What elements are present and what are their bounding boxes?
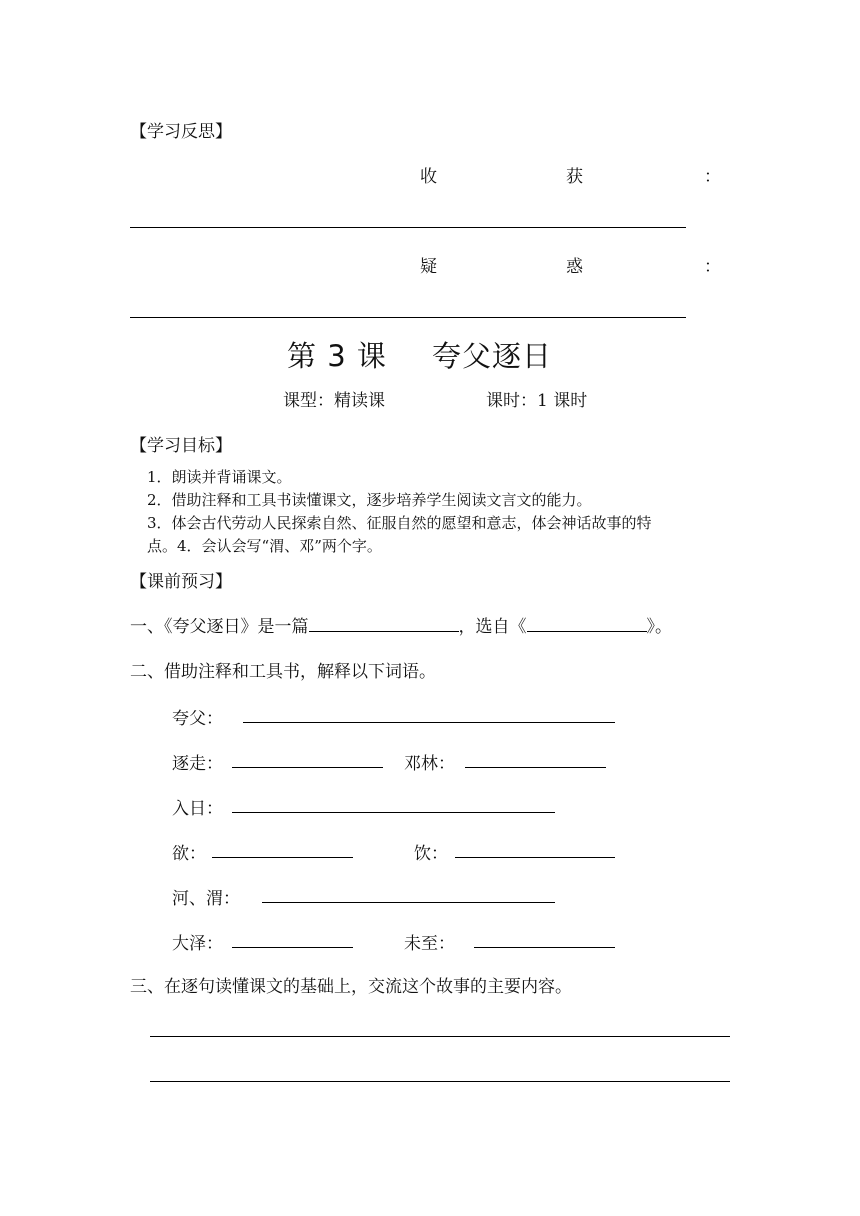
zhuzou-blank[interactable]	[232, 767, 383, 768]
gain-char-2: 获	[566, 167, 583, 187]
lesson-type: 课型：精读课	[283, 391, 385, 411]
term-yu: 欲：	[172, 844, 206, 864]
lesson-title: 夸父逐日	[432, 339, 553, 373]
gain-colon: ：	[704, 167, 721, 187]
term-zhuzou: 逐走：	[172, 754, 223, 774]
rure-blank[interactable]	[232, 812, 555, 813]
objective-item: 2．借助注释和工具书读懂课文，逐步培养学生阅读文言文的能力。	[147, 491, 592, 509]
yu-blank[interactable]	[212, 857, 353, 858]
doubt-char-2: 惑	[566, 257, 583, 277]
question-3: 三、在逐句读懂课文的基础上，交流这个故事的主要内容。	[130, 977, 572, 997]
lesson-hours: 课时：1 课时	[486, 391, 588, 411]
yin-blank[interactable]	[455, 857, 615, 858]
q1-source-blank[interactable]	[527, 613, 647, 632]
daze-blank[interactable]	[232, 947, 353, 948]
doubt-answer-line[interactable]	[130, 317, 686, 318]
objectives-heading: 【学习目标】	[130, 436, 232, 456]
q1-text-c: 》。	[646, 617, 672, 637]
term-daze: 大泽：	[172, 934, 223, 954]
question-2: 二、借助注释和工具书，解释以下词语。	[130, 662, 436, 682]
q1-genre-blank[interactable]	[309, 613, 459, 632]
hewei-blank[interactable]	[262, 902, 555, 903]
denglin-blank[interactable]	[465, 767, 606, 768]
objective-item: 1．朗读并背诵课文。	[147, 468, 292, 486]
gain-answer-line[interactable]	[130, 227, 686, 228]
q1-text-b: ，选自《	[458, 617, 527, 637]
q3-answer-line-1[interactable]	[150, 1036, 730, 1037]
objective-item: 3．体会古代劳动人民探索自然、征服自然的愿望和意志，体会神话故事的特	[147, 514, 652, 532]
doubt-char-1: 疑	[420, 257, 437, 277]
term-denglin: 邓林：	[404, 754, 455, 774]
gain-char-1: 收	[420, 167, 437, 187]
term-yin: 饮：	[414, 844, 448, 864]
term-kuafu: 夸父：	[172, 709, 223, 729]
doubt-colon: ：	[704, 257, 721, 277]
q3-answer-line-2[interactable]	[150, 1081, 730, 1082]
lesson-number: 第 3 课	[287, 339, 387, 373]
term-hewei: 河、渭：	[172, 889, 240, 909]
reflection-heading: 【学习反思】	[130, 122, 232, 142]
preview-heading: 【课前预习】	[130, 572, 232, 592]
weizhi-blank[interactable]	[474, 947, 615, 948]
q1-text-a: 一、《夸父逐日》是一篇	[130, 617, 309, 637]
kuafu-blank[interactable]	[243, 722, 615, 723]
question-1	[130, 612, 672, 637]
term-rure: 入日：	[172, 799, 223, 819]
objective-item: 点。4．会认会写“渭、邓”两个字。	[147, 537, 382, 555]
term-weizhi: 未至：	[404, 934, 455, 954]
